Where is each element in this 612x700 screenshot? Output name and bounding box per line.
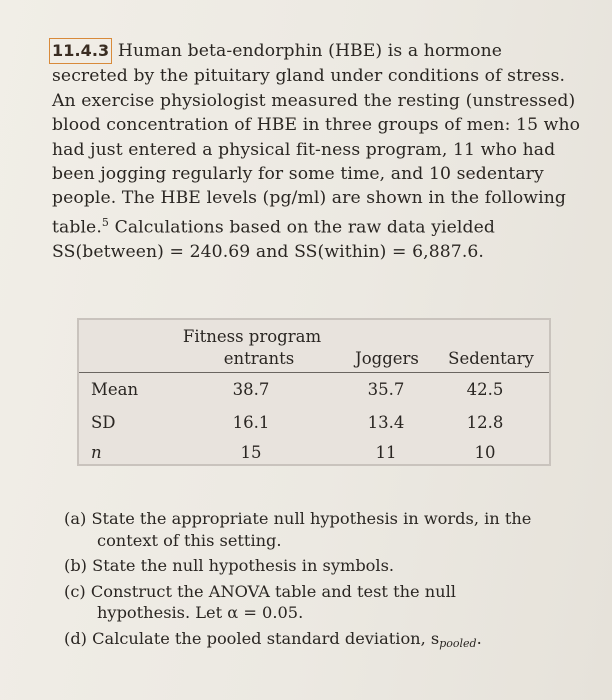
n-joggers: 11: [375, 443, 397, 462]
header-fitness-line1: Fitness program: [182, 327, 322, 346]
n-fitness: 15: [240, 443, 262, 462]
header-joggers: Joggers: [355, 349, 419, 368]
mean-fitness: 38.7: [232, 380, 270, 399]
row-label-n: n: [91, 443, 102, 462]
hbe-data-table: [77, 318, 551, 466]
part-d-text: Calculate the pooled standard deviation, s: [92, 628, 440, 648]
sd-fitness: 16.1: [232, 413, 270, 432]
header-rule: [79, 372, 549, 373]
problem-text: [52, 38, 582, 264]
header-sedentary: Sedentary: [448, 349, 534, 368]
header-fitness-line2: entrants: [223, 349, 295, 368]
problem-number: 11.4.3: [49, 38, 112, 64]
part-c: [64, 581, 584, 624]
part-b-letter: (b): [64, 556, 87, 575]
problem-body: Human beta-endorphin (HBE) is a hormone secreted by the pituitary gland under conditions of stress. An exercise physiologist measured the resting (unstressed) blood concentration of HBE in three groups of men: 15 who had just entered a physical fit-ness program, 11 who had been jogging regularly for some time, and 10 sedentary people. The HBE levels (pg/ml) are shown in the following table.: [52, 41, 581, 238]
footnote-mark: 5: [101, 215, 109, 229]
part-d-letter: (d): [64, 628, 87, 648]
row-label-mean: Mean: [91, 380, 139, 399]
sd-joggers: 13.4: [367, 413, 405, 432]
n-sedentary: 10: [474, 443, 496, 462]
problem-body-continued: Calculations based on the raw data yielded SS(between) = 240.69 and SS(within) = 6,887.6.: [52, 217, 495, 262]
mean-joggers: 35.7: [367, 380, 405, 399]
part-a-text: State the appropriate null hypothesis in words, in the: [91, 509, 532, 528]
part-a-text-cont: context of this setting.: [97, 530, 282, 550]
part-c-text-cont: hypothesis. Let α = 0.05.: [97, 603, 304, 622]
pooled-subscript: pooled: [439, 636, 477, 650]
sd-sedentary: 12.8: [466, 413, 504, 432]
question-parts: [64, 508, 584, 658]
row-label-sd: SD: [91, 413, 116, 432]
part-a-letter: (a): [64, 509, 87, 528]
part-c-text: Construct the ANOVA table and test the null: [90, 581, 456, 601]
part-b: [64, 555, 584, 577]
part-a: [64, 508, 584, 551]
mean-sedentary: 42.5: [466, 380, 504, 399]
part-c-letter: (c): [64, 581, 86, 601]
part-d: (d) Calculate the pooled standard deviation, $s_{pooled}$.: [64, 628, 482, 650]
part-b-text: State the null hypothesis in symbols.: [92, 556, 395, 575]
